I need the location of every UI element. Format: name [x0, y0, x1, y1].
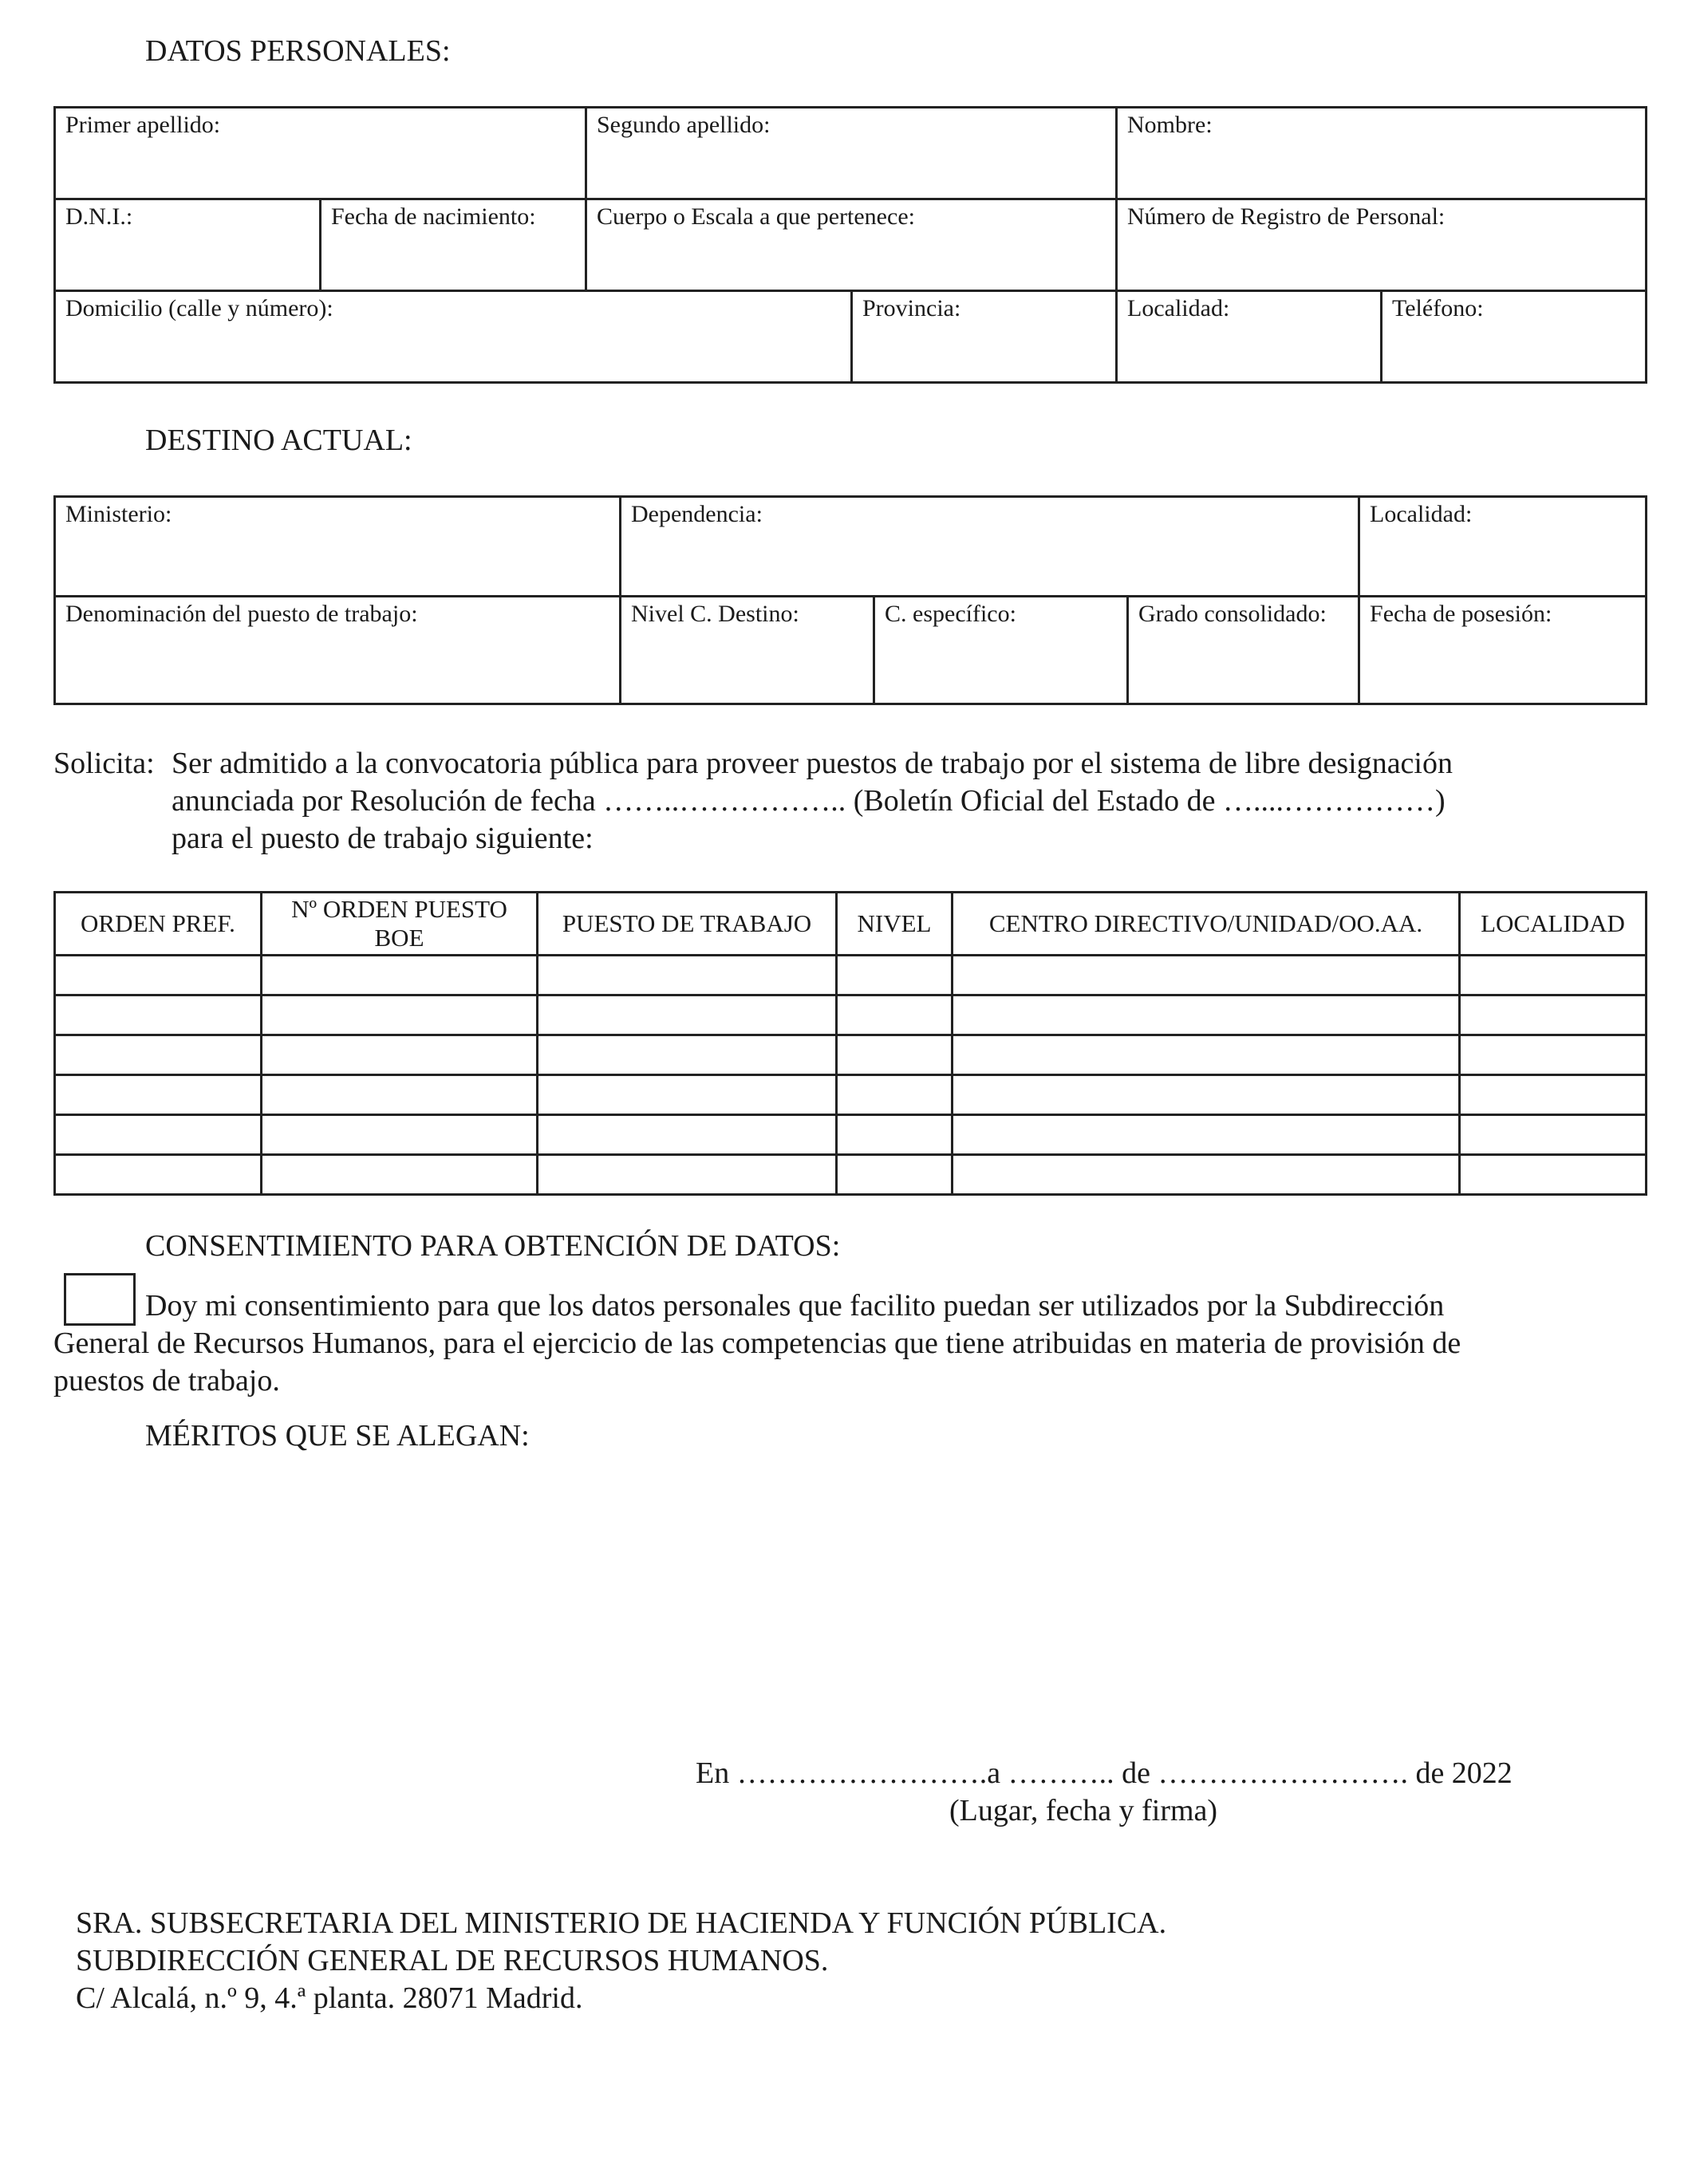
- cell-nivel[interactable]: [837, 1035, 953, 1075]
- cell-nivel[interactable]: [837, 1075, 953, 1115]
- cell-n-orden[interactable]: [262, 1075, 538, 1115]
- label-dni: D.N.I.:: [65, 203, 133, 230]
- consent-line-3: puestos de trabajo.: [53, 1364, 280, 1398]
- cell-puesto[interactable]: [538, 1155, 837, 1195]
- header-centro-directivo: CENTRO DIRECTIVO/UNIDAD/OO.AA.: [953, 893, 1460, 956]
- table-row: [55, 1035, 1647, 1075]
- cell-nivel[interactable]: [837, 1115, 953, 1155]
- cell-n-orden[interactable]: [262, 1115, 538, 1155]
- label-cuerpo-escala: Cuerpo o Escala a que pertenece:: [597, 203, 915, 230]
- field-dni[interactable]: [55, 199, 321, 291]
- field-segundo-apellido[interactable]: [586, 108, 1117, 199]
- field-provincia[interactable]: [852, 291, 1117, 383]
- table-row: [55, 1155, 1647, 1195]
- cell-n-orden[interactable]: [262, 1155, 538, 1195]
- cell-nivel[interactable]: [837, 956, 953, 995]
- label-registro-personal: Número de Registro de Personal:: [1127, 203, 1446, 230]
- field-dependencia[interactable]: [621, 497, 1359, 597]
- signature-caption: (Lugar, fecha y firma): [949, 1794, 1218, 1827]
- header-nivel: NIVEL: [837, 893, 953, 956]
- cell-centro[interactable]: [953, 995, 1460, 1035]
- signature-line: En …………………….a ……….. de ……………………. de 2022: [696, 1756, 1513, 1790]
- label-primer-apellido: Primer apellido:: [65, 112, 221, 138]
- cell-centro[interactable]: [953, 1035, 1460, 1075]
- field-localidad-destino[interactable]: [1359, 497, 1647, 597]
- addressee-line-2: SUBDIRECCIÓN GENERAL DE RECURSOS HUMANOS.: [76, 1944, 829, 1977]
- field-domicilio[interactable]: [55, 291, 852, 383]
- cell-puesto[interactable]: [538, 1075, 837, 1115]
- field-registro-personal[interactable]: [1117, 199, 1647, 291]
- section-title-consentimiento: CONSENTIMIENTO PARA OBTENCIÓN DE DATOS:: [145, 1229, 841, 1263]
- section-title-datos-personales: DATOS PERSONALES:: [145, 34, 451, 68]
- label-nombre: Nombre:: [1127, 112, 1213, 138]
- label-localidad-destino: Localidad:: [1370, 501, 1473, 527]
- field-fecha-posesion[interactable]: [1359, 597, 1647, 704]
- consent-line-2: General de Recursos Humanos, para el ejercicio de las competencias que tiene atribuidas en materia de provisión de: [53, 1327, 1461, 1360]
- cell-localidad[interactable]: [1460, 1115, 1647, 1155]
- label-localidad-personal: Localidad:: [1127, 295, 1230, 321]
- field-primer-apellido[interactable]: [55, 108, 586, 199]
- cell-orden[interactable]: [55, 995, 262, 1035]
- table-row: [55, 1115, 1647, 1155]
- field-cuerpo-escala[interactable]: [586, 199, 1117, 291]
- solicita-label: Solicita:: [53, 747, 155, 780]
- solicita-line-2: anunciada por Resolución de fecha ……..…………….. (Boletín Oficial del Estado de …....……………): [172, 784, 1446, 818]
- cell-nivel[interactable]: [837, 1155, 953, 1195]
- cell-n-orden[interactable]: [262, 956, 538, 995]
- section-title-meritos: MÉRITOS QUE SE ALEGAN:: [145, 1419, 530, 1453]
- personal-data-table: [53, 106, 1647, 384]
- field-nivel-destino[interactable]: [621, 597, 874, 704]
- cell-orden[interactable]: [55, 1075, 262, 1115]
- label-dependencia: Dependencia:: [631, 501, 763, 527]
- label-ministerio: Ministerio:: [65, 501, 172, 527]
- label-provincia: Provincia:: [862, 295, 961, 321]
- meritos-area[interactable]: [53, 1460, 1645, 1731]
- cell-n-orden[interactable]: [262, 1035, 538, 1075]
- cell-orden[interactable]: [55, 1155, 262, 1195]
- label-segundo-apellido: Segundo apellido:: [597, 112, 771, 138]
- label-nivel-destino: Nivel C. Destino:: [631, 601, 799, 627]
- label-domicilio: Domicilio (calle y número):: [65, 295, 333, 321]
- cell-localidad[interactable]: [1460, 956, 1647, 995]
- label-denominacion-puesto: Denominación del puesto de trabajo:: [65, 601, 418, 627]
- header-n-orden-puesto: [262, 893, 538, 956]
- field-ministerio[interactable]: [55, 497, 621, 597]
- consent-checkbox[interactable]: [64, 1273, 136, 1326]
- cell-localidad[interactable]: [1460, 1035, 1647, 1075]
- label-complemento-especifico: C. específico:: [885, 601, 1016, 627]
- cell-puesto[interactable]: [538, 1035, 837, 1075]
- cell-orden[interactable]: [55, 956, 262, 995]
- cell-orden[interactable]: [55, 1035, 262, 1075]
- cell-puesto[interactable]: [538, 995, 837, 1035]
- consent-line-1: Doy mi consentimiento para que los datos personales que facilito puedan ser utilizados por la Subdirección: [145, 1289, 1445, 1323]
- section-title-destino-actual: DESTINO ACTUAL:: [145, 424, 412, 457]
- cell-localidad[interactable]: [1460, 995, 1647, 1035]
- cell-localidad[interactable]: [1460, 1075, 1647, 1115]
- label-grado-consolidado: Grado consolidado:: [1138, 601, 1327, 627]
- field-fecha-nacimiento[interactable]: [321, 199, 586, 291]
- field-localidad-personal[interactable]: [1117, 291, 1382, 383]
- solicita-line-1: Ser admitido a la convocatoria pública para proveer puestos de trabajo por el sistema de libre designación: [172, 747, 1453, 780]
- field-complemento-especifico[interactable]: [874, 597, 1128, 704]
- label-fecha-nacimiento: Fecha de nacimiento:: [331, 203, 536, 230]
- addressee-line-3: C/ Alcalá, n.º 9, 4.ª planta. 28071 Madrid.: [76, 1981, 583, 2015]
- cell-puesto[interactable]: [538, 956, 837, 995]
- cell-centro[interactable]: [953, 1155, 1460, 1195]
- field-telefono[interactable]: [1382, 291, 1647, 383]
- header-localidad: LOCALIDAD: [1460, 893, 1647, 956]
- cell-centro[interactable]: [953, 956, 1460, 995]
- table-row: [55, 1075, 1647, 1115]
- field-nombre[interactable]: [1117, 108, 1647, 199]
- table-row: [55, 995, 1647, 1035]
- cell-orden[interactable]: [55, 1115, 262, 1155]
- cell-centro[interactable]: [953, 1075, 1460, 1115]
- label-telefono: Teléfono:: [1392, 295, 1484, 321]
- addressee-line-1: SRA. SUBSECRETARIA DEL MINISTERIO DE HACIENDA Y FUNCIÓN PÚBLICA.: [76, 1906, 1167, 1940]
- cell-localidad[interactable]: [1460, 1155, 1647, 1195]
- field-denominacion-puesto[interactable]: [55, 597, 621, 704]
- label-fecha-posesion: Fecha de posesión:: [1370, 601, 1552, 627]
- cell-n-orden[interactable]: [262, 995, 538, 1035]
- solicita-line-3: para el puesto de trabajo siguiente:: [172, 822, 594, 855]
- cell-nivel[interactable]: [837, 995, 953, 1035]
- field-grado-consolidado[interactable]: [1128, 597, 1359, 704]
- table-row: [55, 956, 1647, 995]
- header-puesto-trabajo: PUESTO DE TRABAJO: [538, 893, 837, 956]
- cell-centro[interactable]: [953, 1115, 1460, 1155]
- header-n-orden-line-2: BOE: [374, 924, 424, 952]
- header-orden-pref: ORDEN PREF.: [55, 893, 262, 956]
- header-n-orden-line-1: Nº ORDEN PUESTO: [291, 895, 507, 923]
- destino-table: [53, 495, 1647, 705]
- preferences-table: [53, 891, 1647, 1196]
- cell-puesto[interactable]: [538, 1115, 837, 1155]
